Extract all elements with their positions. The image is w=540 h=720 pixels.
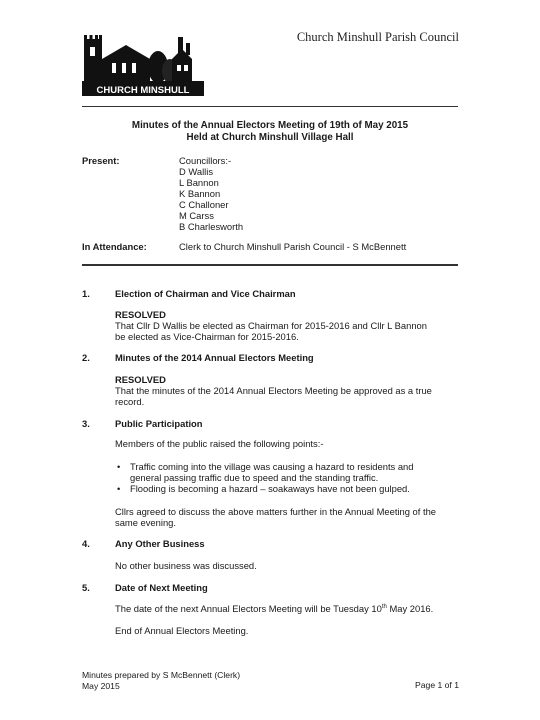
next-meeting-text-end: May 2016. xyxy=(386,603,434,614)
item-heading: Date of Next Meeting xyxy=(115,582,208,593)
councillors-heading: Councillors:- xyxy=(179,155,232,166)
councillor-name: C Challoner xyxy=(179,199,229,210)
resolved-label: RESOLVED xyxy=(115,374,166,385)
participation-outro: Cllrs agreed to discuss the above matters further in the Annual Meeting of the xyxy=(115,506,437,517)
councillor-name: D Wallis xyxy=(179,166,214,177)
bullet-text: Flooding is becoming a hazard – soakaways have not been gulped. xyxy=(130,483,410,494)
aob-text: No other business was discussed. xyxy=(115,560,257,571)
page-number: Page 1 of 1 xyxy=(415,680,459,690)
present-list xyxy=(179,155,243,232)
item-number: 5. xyxy=(82,582,90,593)
next-meeting-text-start: The date of the next Annual Electors Meeting will be Tuesday 10 xyxy=(115,603,382,614)
footer-date: May 2015 xyxy=(82,680,120,691)
participation-outro: same evening. xyxy=(115,517,176,528)
title-line-1: Minutes of the Annual Electors Meeting of 19th of May 2015 xyxy=(131,120,409,131)
resolution-text: That the minutes of the 2014 Annual Electors Meeting be approved as a true xyxy=(115,385,432,396)
resolution-text: be elected as Vice-Chairman for 2015-2016. xyxy=(115,331,299,342)
item-heading: Election of Chairman and Vice Chairman xyxy=(115,288,296,299)
item-heading: Minutes of the 2014 Annual Electors Meeting xyxy=(115,352,314,363)
prepared-by: Minutes prepared by S McBennett (Clerk) xyxy=(82,670,241,680)
bullet-icon: • xyxy=(117,483,121,494)
bullet-text: Traffic coming into the village was causing a hazard to residents and xyxy=(130,461,414,472)
resolution-text: record. xyxy=(115,396,145,407)
resolved-label: RESOLVED xyxy=(115,309,166,320)
item-number: 2. xyxy=(82,352,90,363)
document-title xyxy=(82,120,458,144)
participation-intro: Members of the public raised the following points:- xyxy=(115,438,324,449)
bullet-text: general passing traffic due to speed and the standing traffic. xyxy=(130,472,379,483)
council-name: Church Minshull Parish Council xyxy=(296,30,459,44)
present-label: Present: xyxy=(82,155,120,166)
attendance-label: In Attendance: xyxy=(82,241,147,252)
closing-text: End of Annual Electors Meeting. xyxy=(115,625,249,636)
ordinal-suffix: th xyxy=(381,603,387,610)
resolution-text: That Cllr D Wallis be elected as Chairman for 2015-2016 and Cllr L Bannon xyxy=(115,320,427,331)
svg-text:CHURCH MINSHULL: CHURCH MINSHULL xyxy=(96,85,190,96)
title-line-2: Held at Church Minshull Village Hall xyxy=(186,132,354,143)
next-meeting-text xyxy=(115,603,461,614)
list-item xyxy=(115,461,461,483)
list-item xyxy=(115,483,461,494)
header-divider xyxy=(82,106,458,107)
bullet-icon: • xyxy=(117,461,121,472)
councillor-name: M Carss xyxy=(179,210,214,221)
attendance-value: Clerk to Church Minshull Parish Council - S McBennett xyxy=(179,241,407,252)
councillor-name: K Bannon xyxy=(179,188,221,199)
item-number: 4. xyxy=(82,538,90,549)
participation-points xyxy=(115,461,461,494)
councillor-name: L Bannon xyxy=(179,177,219,188)
item-number: 3. xyxy=(82,418,90,429)
item-heading: Public Participation xyxy=(115,418,203,429)
item-heading: Any Other Business xyxy=(115,538,205,549)
council-logo xyxy=(82,29,204,96)
church-silhouette-icon xyxy=(82,29,204,96)
item-number: 1. xyxy=(82,288,90,299)
section-divider xyxy=(82,264,458,266)
footer-left xyxy=(82,670,240,691)
councillor-name: B Charlesworth xyxy=(179,221,244,232)
